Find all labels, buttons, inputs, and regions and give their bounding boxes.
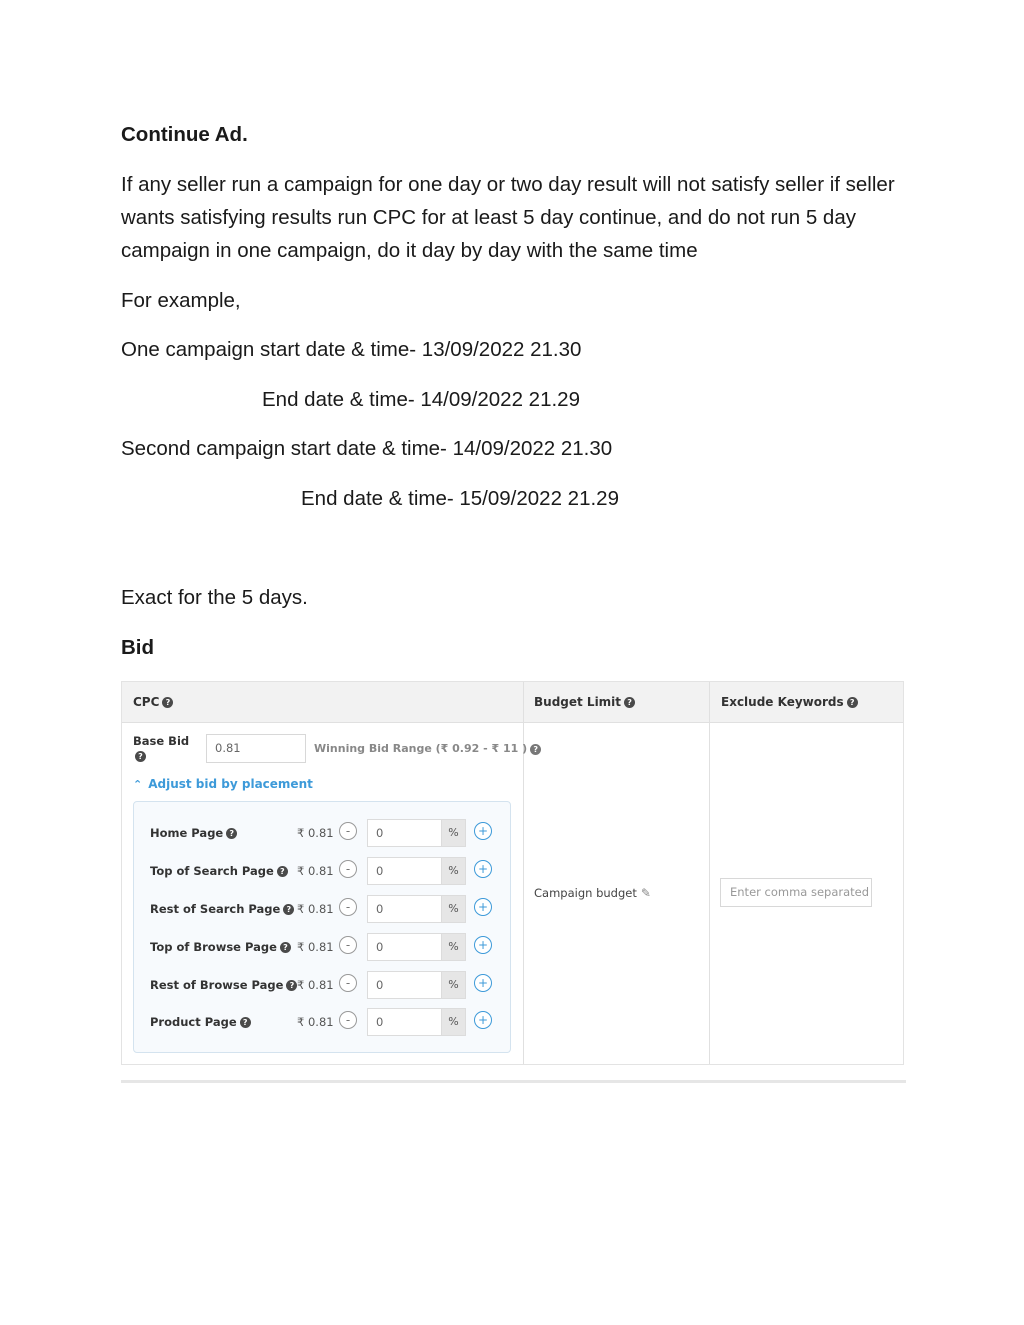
pencil-icon[interactable]: ✎ xyxy=(640,886,651,900)
increase-button[interactable]: + xyxy=(474,936,492,954)
column-divider xyxy=(523,682,524,1064)
header-budget-limit: Budget Limit ? xyxy=(523,682,710,722)
question-circle-icon[interactable]: ? xyxy=(286,980,297,991)
placement-row xyxy=(134,857,512,885)
heading-bid: Bid xyxy=(121,636,155,659)
percent-addon: % xyxy=(441,933,466,961)
decrease-button[interactable]: - xyxy=(339,974,357,992)
percent-addon: % xyxy=(441,895,466,923)
placement-row xyxy=(134,1008,512,1036)
campaign1-start-text: One campaign start date & time- 13/09/2022 21.30 xyxy=(121,338,582,361)
placement-row xyxy=(134,933,512,961)
header-cpc: CPC ? xyxy=(122,682,523,722)
percent-addon: % xyxy=(441,1008,466,1036)
question-circle-icon[interactable]: ? xyxy=(277,866,288,877)
campaign1-end-text: End date & time- 14/09/2022 21.29 xyxy=(262,388,580,411)
placement-label: Home Page ? xyxy=(150,826,237,840)
question-circle-icon[interactable]: ? xyxy=(283,904,294,915)
decrease-button[interactable]: - xyxy=(339,898,357,916)
question-circle-icon[interactable]: ? xyxy=(135,751,146,762)
decrease-button[interactable]: - xyxy=(339,1011,357,1029)
placement-row xyxy=(134,971,512,999)
chevron-up-icon: ⌃ xyxy=(133,778,143,791)
question-circle-icon[interactable]: ? xyxy=(530,744,541,755)
question-circle-icon[interactable]: ? xyxy=(847,697,858,708)
header-exclude-keywords: Exclude Keywords ? xyxy=(710,682,903,722)
placement-price: ₹ 0.81 xyxy=(297,978,334,992)
placement-percent-input[interactable]: 0 xyxy=(367,895,441,923)
placement-price: ₹ 0.81 xyxy=(297,826,334,840)
exact-days-text: Exact for the 5 days. xyxy=(121,586,308,609)
question-circle-icon[interactable]: ? xyxy=(240,1017,251,1028)
decrease-button[interactable]: - xyxy=(339,822,357,840)
placement-percent-input[interactable]: 0 xyxy=(367,1008,441,1036)
decrease-button[interactable]: - xyxy=(339,936,357,954)
winning-bid-range: Winning Bid Range (₹ 0.92 - ₹ 11 ) ? xyxy=(314,742,541,755)
exclude-keywords-input[interactable]: Enter comma separated xyxy=(720,878,872,907)
placement-label: Rest of Browse Page ? xyxy=(150,978,297,992)
adjust-bid-by-placement-link[interactable]: ⌃ Adjust bid by placement xyxy=(133,777,313,791)
heading-continue-ad: Continue Ad. xyxy=(121,123,248,146)
percent-addon: % xyxy=(441,819,466,847)
base-bid-input[interactable]: 0.81 xyxy=(206,734,306,763)
placement-price: ₹ 0.81 xyxy=(297,1015,334,1029)
bid-settings-screenshot xyxy=(121,681,904,1065)
placement-label: Product Page ? xyxy=(150,1015,251,1029)
placement-label: Rest of Search Page ? xyxy=(150,902,294,916)
placement-percent-input[interactable]: 0 xyxy=(367,857,441,885)
base-bid-label: Base Bid ? xyxy=(133,734,190,761)
decrease-button[interactable]: - xyxy=(339,860,357,878)
campaign2-end-text: End date & time- 15/09/2022 21.29 xyxy=(301,487,619,510)
placement-price: ₹ 0.81 xyxy=(297,902,334,916)
column-divider xyxy=(709,682,710,1064)
placement-percent-input[interactable]: 0 xyxy=(367,819,441,847)
placement-label: Top of Search Page ? xyxy=(150,864,288,878)
increase-button[interactable]: + xyxy=(474,974,492,992)
increase-button[interactable]: + xyxy=(474,898,492,916)
percent-addon: % xyxy=(441,971,466,999)
placement-price: ₹ 0.81 xyxy=(297,864,334,878)
table-header xyxy=(122,682,903,723)
for-example-text: For example, xyxy=(121,289,241,312)
placement-panel xyxy=(133,801,511,1053)
divider-line xyxy=(121,1080,906,1083)
campaign2-start-text: Second campaign start date & time- 14/09/2022 21.30 xyxy=(121,437,613,460)
percent-addon: % xyxy=(441,857,466,885)
placement-label: Top of Browse Page ? xyxy=(150,940,291,954)
increase-button[interactable]: + xyxy=(474,860,492,878)
increase-button[interactable]: + xyxy=(474,822,492,840)
placement-row xyxy=(134,819,512,847)
question-circle-icon[interactable]: ? xyxy=(624,697,635,708)
question-circle-icon[interactable]: ? xyxy=(226,828,237,839)
question-circle-icon[interactable]: ? xyxy=(280,942,291,953)
campaign-budget[interactable]: Campaign budget ✎ xyxy=(534,886,651,900)
placement-row xyxy=(134,895,512,923)
intro-paragraph: If any seller run a campaign for one day or two day result will not satisfy seller if seller wants satisfying results run CPC for at least 5 day continue, and do not run 5 day campaign in one campaign, do it day by day with the same time xyxy=(121,173,895,262)
question-circle-icon[interactable]: ? xyxy=(162,697,173,708)
placement-percent-input[interactable]: 0 xyxy=(367,933,441,961)
placement-percent-input[interactable]: 0 xyxy=(367,971,441,999)
increase-button[interactable]: + xyxy=(474,1011,492,1029)
placement-price: ₹ 0.81 xyxy=(297,940,334,954)
